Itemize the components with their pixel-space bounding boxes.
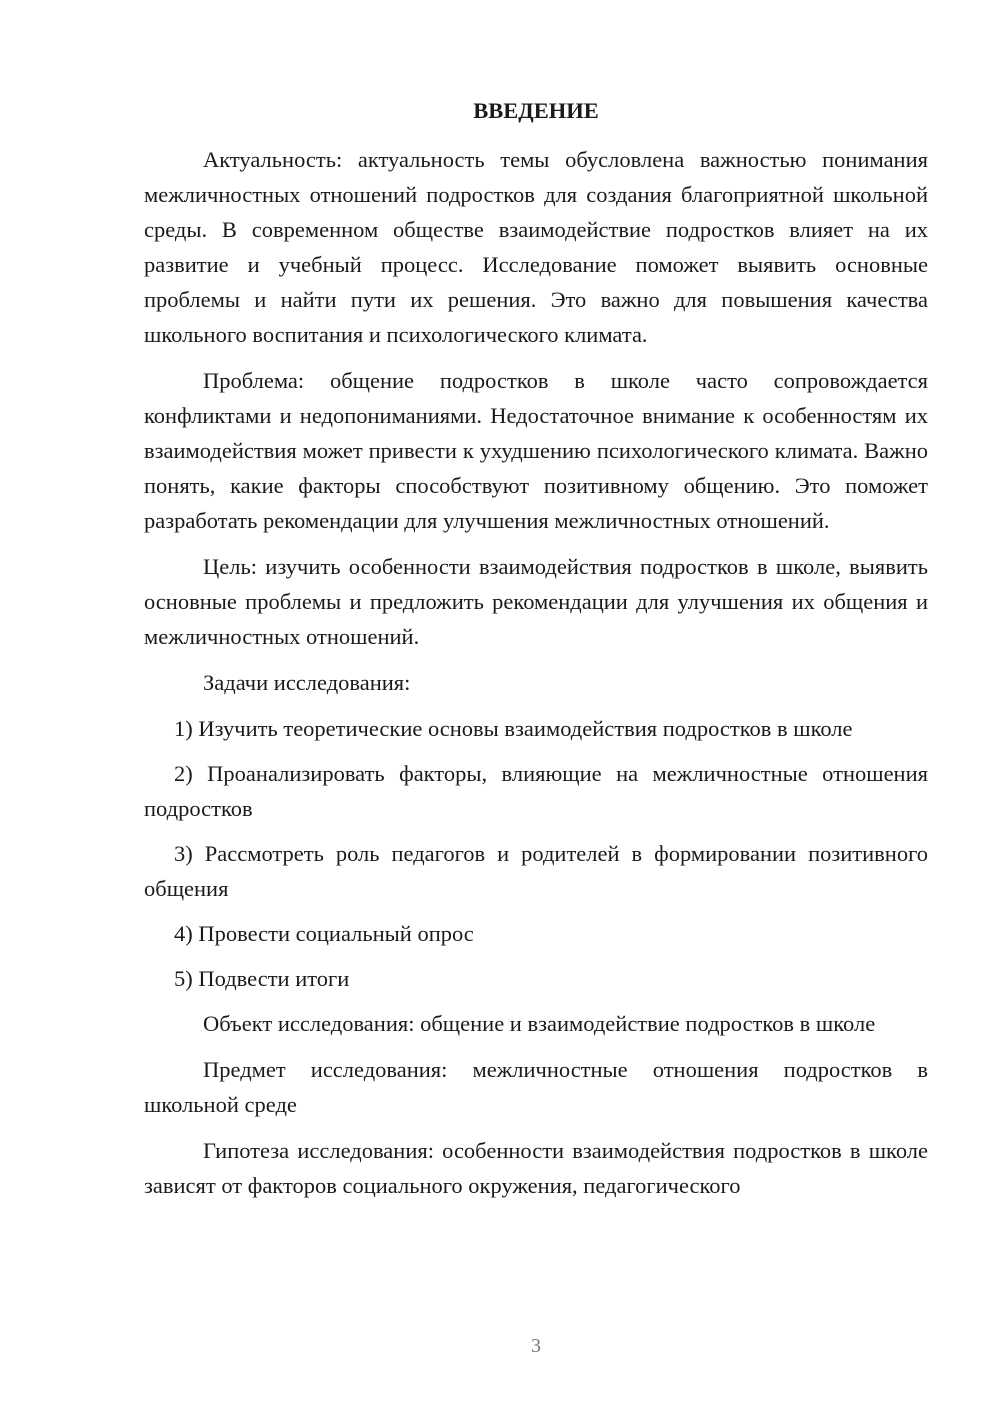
task-item-4: 4) Провести социальный опрос xyxy=(174,921,474,946)
task-item-2: 2) Проанализировать факторы, влияющие на межличностные отношения подростков xyxy=(144,761,928,821)
paragraph-relevance: Актуальность: актуальность темы обусловлена важностью понимания межличностных отношений подростков для создания благоприятной школьной среды. В современном обществе взаимодействие подростков влияет на их развитие и учебный процесс. Исследование поможет выявить основные проблемы и найти пути их решения. Это важно для повышения качества школьного воспитания и психологического климата. xyxy=(144,147,928,347)
task-item-5: 5) Подвести итоги xyxy=(174,966,350,991)
paragraph-goal: Цель: изучить особенности взаимодействия подростков в школе, выявить основные проблемы и предложить рекомендации для улучшения их общения и межличностных отношений. xyxy=(144,554,928,649)
section-title: ВВЕДЕНИЕ xyxy=(473,98,599,123)
page-content xyxy=(144,92,928,1214)
paragraph-object: Объект исследования: общение и взаимодействие подростков в школе xyxy=(203,1011,876,1036)
paragraph-tasks-heading: Задачи исследования: xyxy=(203,670,411,695)
paragraph-problem: Проблема: общение подростков в школе часто сопровождается конфликтами и недопониманиями. Недостаточное внимание к особенностям их взаимодействия может привести к ухудшению психологического климата. Важно понять, какие факторы способствуют позитивному общению. Это поможет разработать рекомендации для улучшения межличностных отношений. xyxy=(144,368,928,533)
paragraph-hypothesis: Гипотеза исследования: особенности взаимодействия подростков в школе зависят от факторов социального окружения, педагогического xyxy=(144,1138,928,1198)
task-item-3: 3) Рассмотреть роль педагогов и родителей в формировании позитивного общения xyxy=(144,841,928,901)
paragraph-subject: Предмет исследования: межличностные отношения подростков в школьной среде xyxy=(144,1057,928,1117)
task-item-1: 1) Изучить теоретические основы взаимодействия подростков в школе xyxy=(174,716,853,741)
page-number: 3 xyxy=(531,1335,541,1357)
